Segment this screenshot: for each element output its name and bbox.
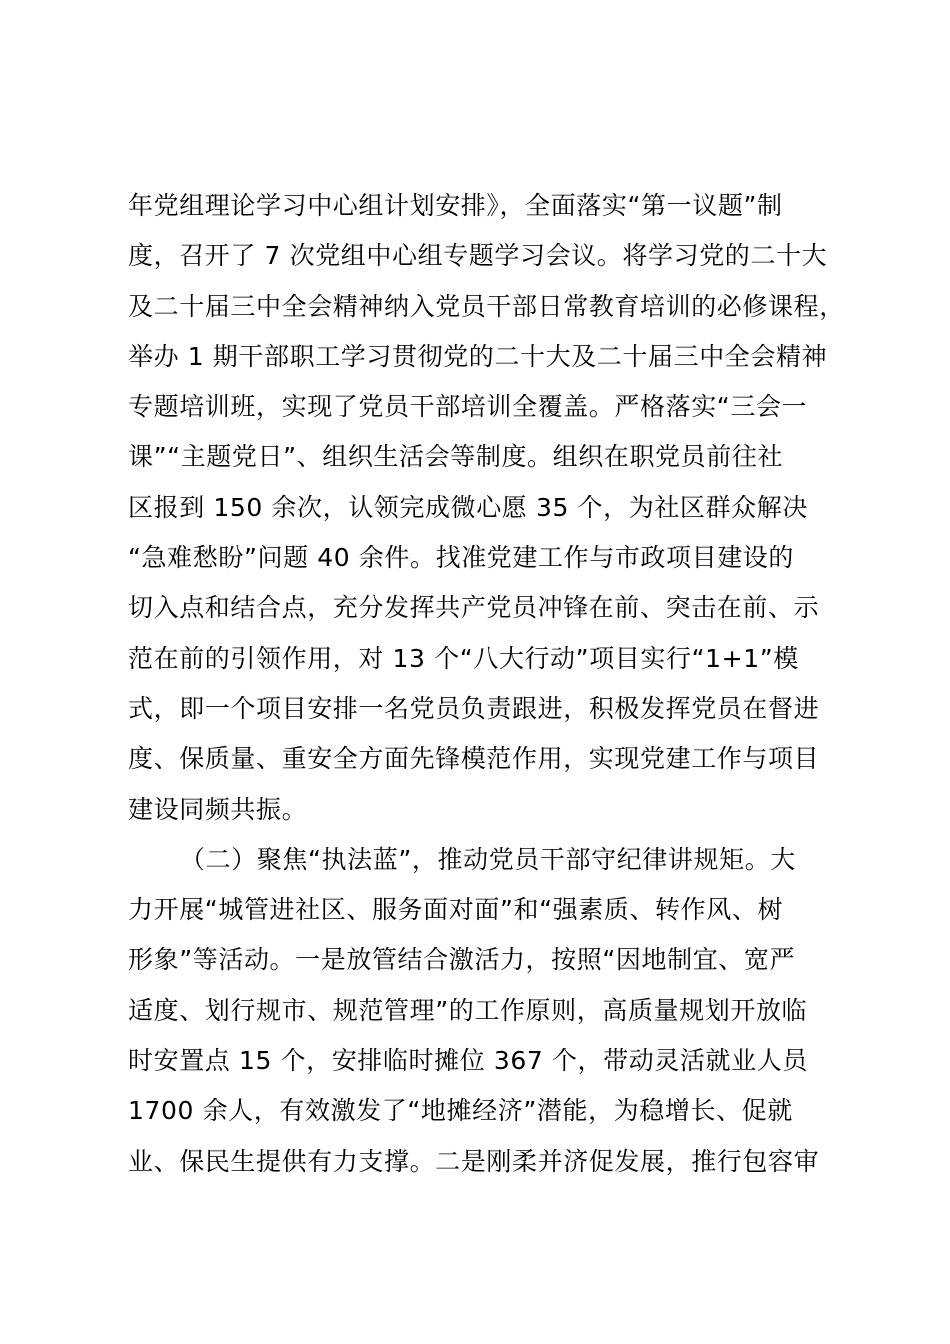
text-line: 力开展“城管进社区、服务面对面”和“强素质、转作风、树 [128,895,784,925]
text-line: 专题培训班，实现了党员干部培训全覆盖。严格落实“三会一 [128,392,808,422]
text-line: 及二十届三中全会精神纳入党员干部日常教育培训的必修课程， [128,291,845,321]
document-body [128,181,858,1187]
text-line: 适度、划行规市、规范管理”的工作原则，高质量规划开放临 [128,995,808,1025]
text-line: 度，召开了 7 次党组中心组专题学习会议。将学习党的二十大 [128,241,828,271]
text-line: 形象”等活动。一是放管结合激活力，按照“因地制宜、宽严 [128,945,796,975]
text-line: 年党组理论学习中心组计划安排》，全面落实“第一议题”制 [128,191,783,220]
text-line: 1700 余人，有效激发了“地摊经济”潜能，为稳增长、促就 [128,1096,793,1126]
text-line: 式，即一个项目安排一名党员负责跟进，积极发挥党员在督进 [128,693,820,723]
text-line: 业、保民生提供有力支撑。二是刚柔并济促发展，推行包容审 [128,1146,820,1176]
text-line: 建设同频共振。 [128,794,308,824]
text-line: 范在前的引领作用，对 13 个“八大行动”项目实行“1+1”模 [128,643,799,673]
text-line: 时安置点 15 个，安排临时摊位 367 个，带动灵活就业人员 [128,1046,808,1076]
text-line: 举办 1 期干部职工学习贯彻党的二十大及二十届三中全会精神 [128,341,828,371]
text-line: 切入点和结合点，充分发挥共产党员冲锋在前、突击在前、示 [128,593,820,623]
text-line: “急难愁盼”问题 40 余件。找准党建工作与市政项目建设的 [128,543,795,573]
text-line: 区报到 150 余次，认领完成微心愿 35 个，为社区群众解决 [128,492,808,522]
section-heading-line: （二）聚焦“执法蓝”，推动党员干部守纪律讲规矩。大 [180,844,796,874]
text-line: 课”“主题党日”、组织生活会等制度。组织在职党员前往社 [128,442,784,472]
text-line: 度、保质量、重安全方面先锋模范作用，实现党建工作与项目 [128,744,820,774]
